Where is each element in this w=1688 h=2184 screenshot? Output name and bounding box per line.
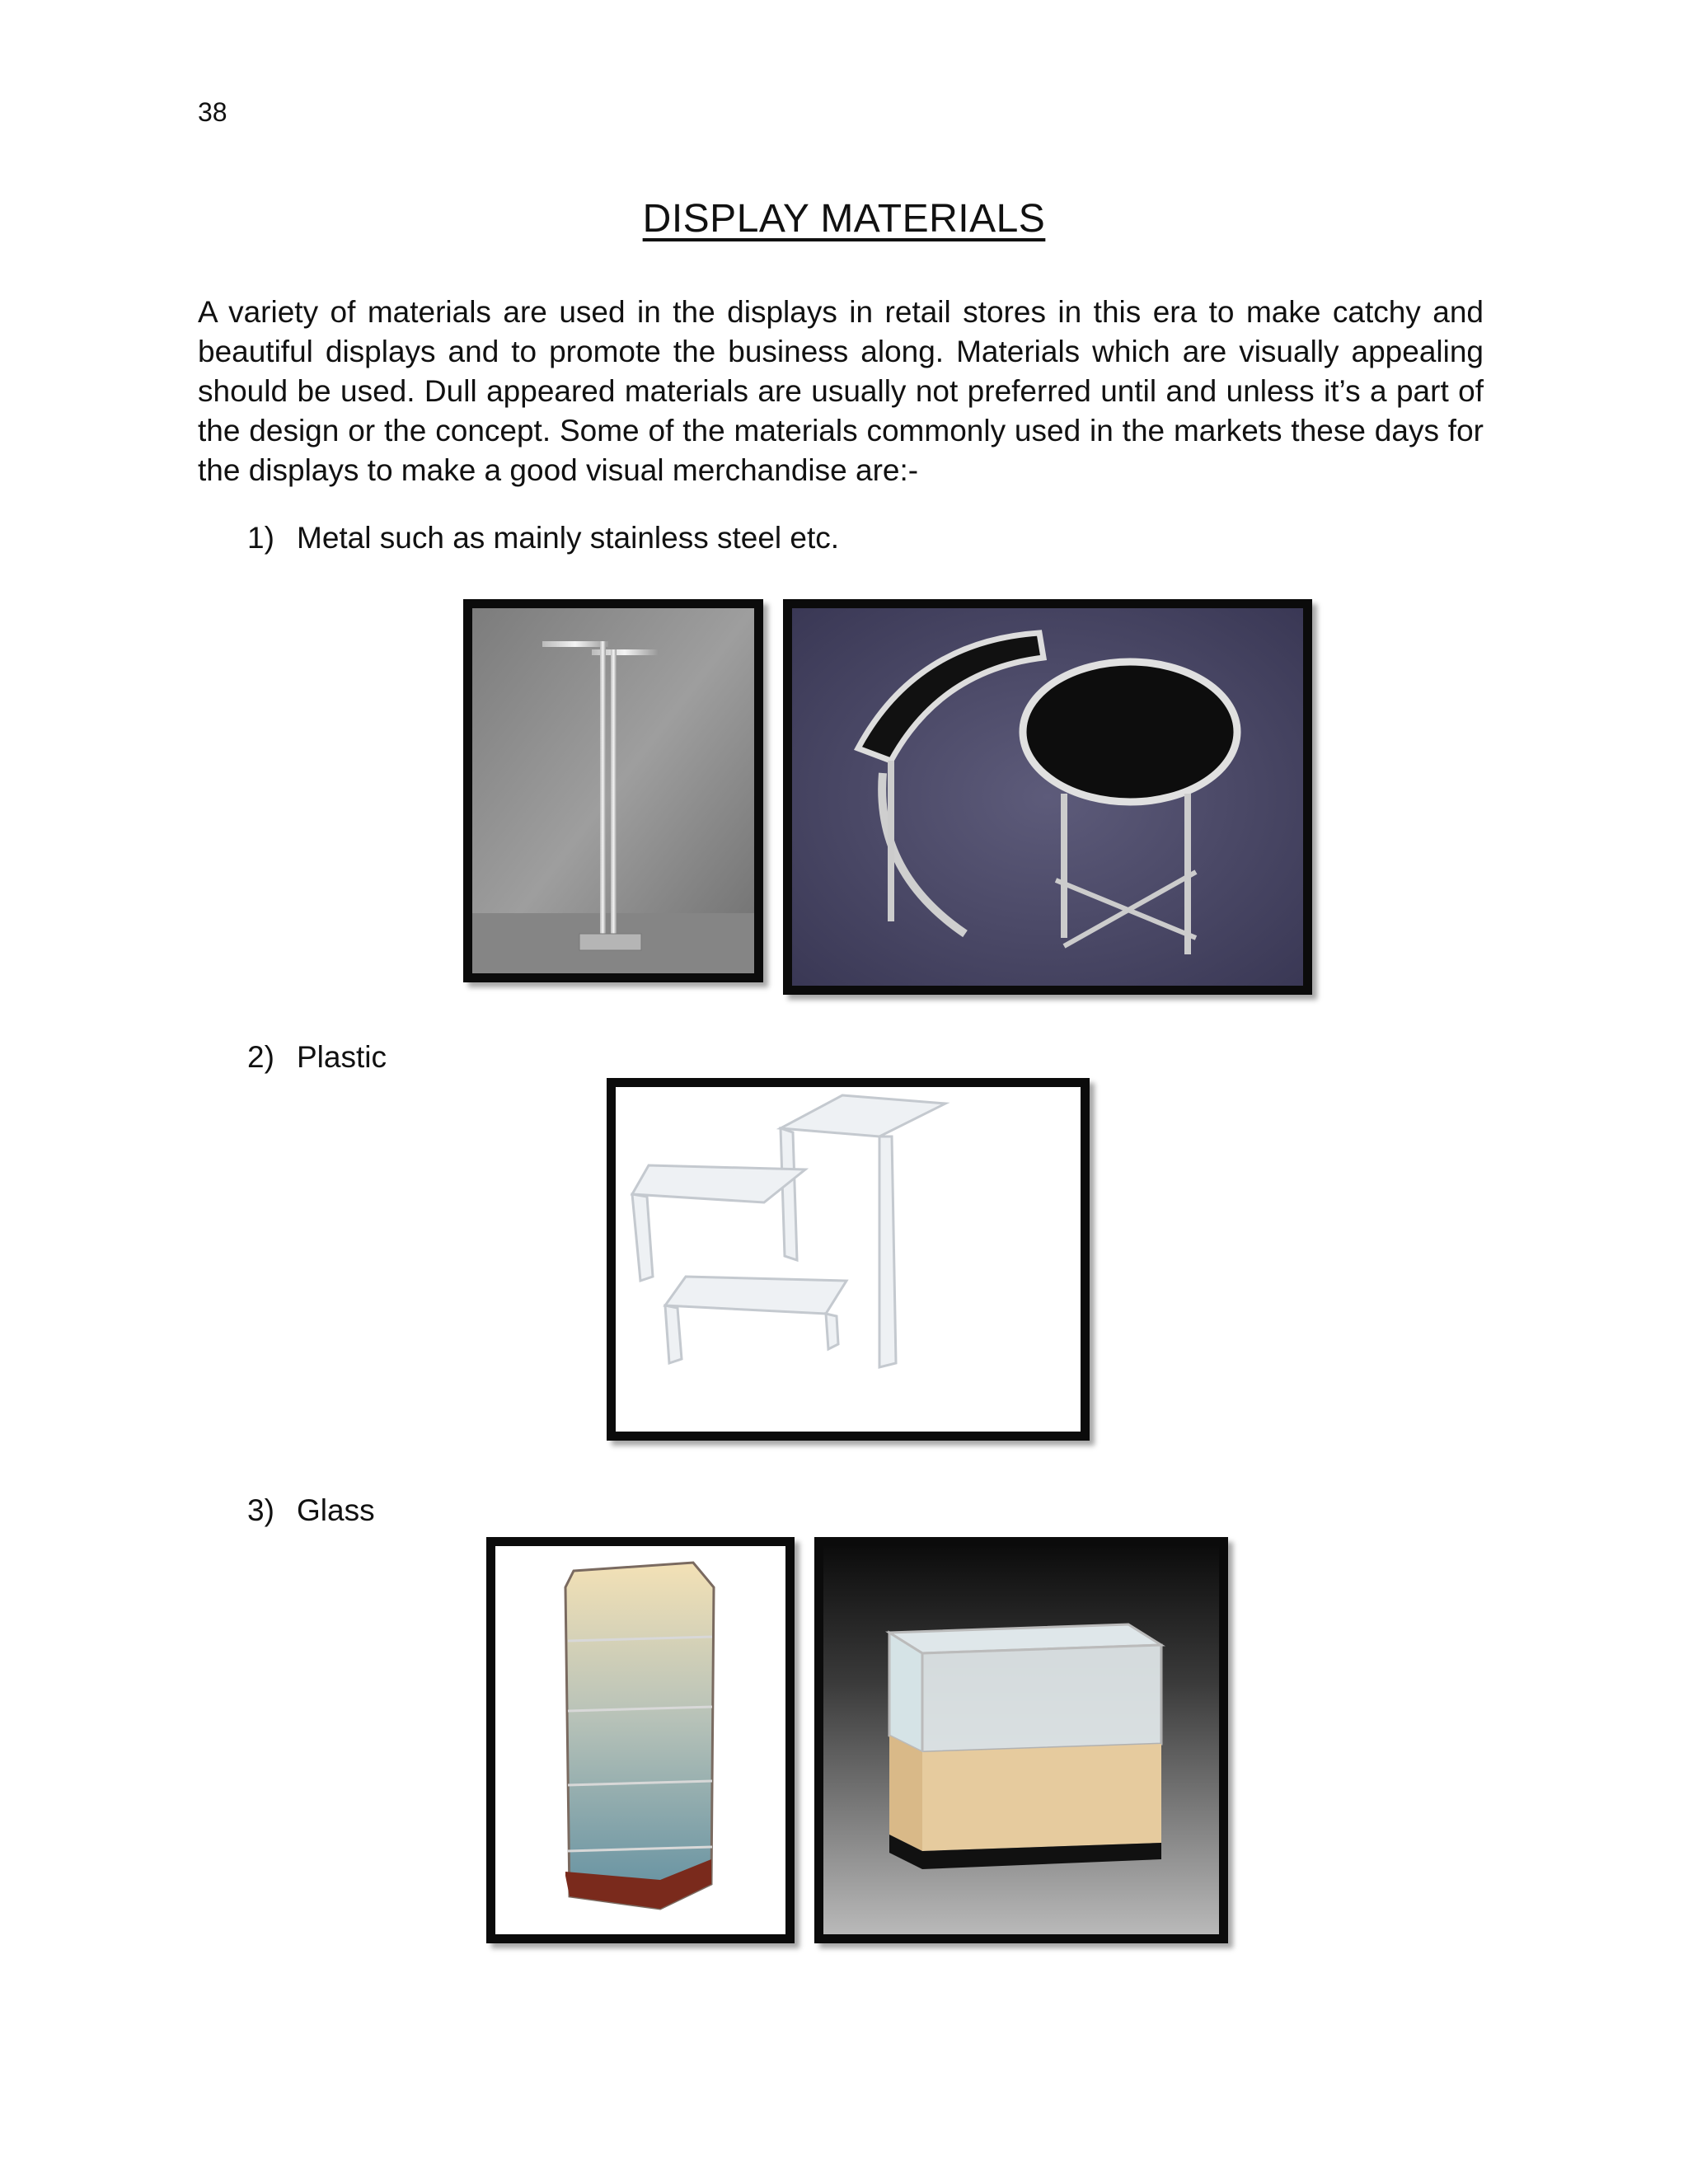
list-label: Metal such as mainly stainless steel etc.: [297, 521, 840, 555]
photo-glass-tower-cabinet: [486, 1537, 795, 1943]
photo-acrylic-risers: [607, 1078, 1090, 1441]
list-item-plastic: [247, 1040, 387, 1075]
intro-paragraph: A variety of materials are used in the displays in retail stores in this era to make catchy and beautiful displays and to promote the business along. Materials which are visually appealing should be used. Dull appeared materials are usually not preferred until and unless it’s a part of the design or the concept. Some of the materials commonly used in the markets these days for the displays to make a good visual merchandise are:-: [198, 295, 1484, 487]
page-number: 38: [198, 97, 227, 127]
glass-counter-illustration: [823, 1546, 1219, 1934]
list-label: Plastic: [297, 1040, 387, 1074]
list-number: 3): [247, 1493, 274, 1527]
photo-glass-showcase-counter: [814, 1537, 1228, 1943]
list-label: Glass: [297, 1493, 375, 1527]
photo-clothing-rack: [463, 599, 763, 982]
acrylic-risers-illustration: [616, 1087, 1081, 1432]
list-item-glass: [247, 1493, 375, 1528]
photo-metal-tables: [783, 599, 1312, 995]
list-number: 1): [247, 521, 274, 555]
list-item-metal: [247, 521, 839, 555]
metal-tables-illustration: [792, 608, 1303, 986]
list-number: 2): [247, 1040, 274, 1074]
glass-tower-illustration: [495, 1546, 785, 1934]
page-title: DISPLAY MATERIALS: [642, 197, 1046, 241]
clothing-rack-illustration: [472, 608, 754, 973]
